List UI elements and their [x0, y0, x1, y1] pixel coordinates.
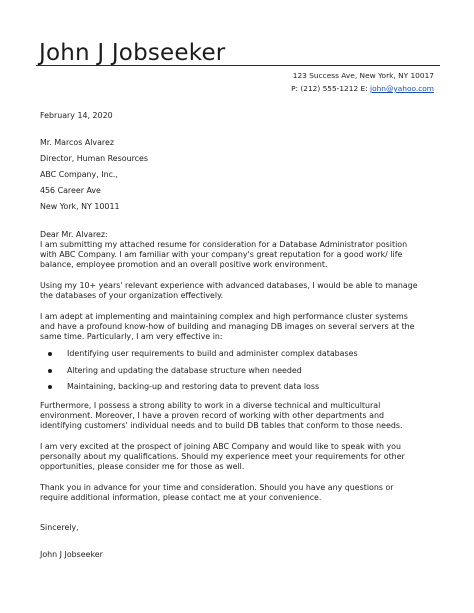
paragraph-line: same time. Particularly, I am very effective in: — [40, 332, 223, 341]
recipient-street: 456 Career Ave — [40, 186, 101, 195]
bullet-text: Altering and updating the database structure when needed — [67, 365, 302, 375]
header-rule — [36, 65, 440, 66]
salutation: Dear Mr. Alvarez: — [40, 230, 108, 239]
paragraph-line: opportunities, please consider me for those as well. — [40, 462, 245, 471]
recipient-name: Mr. Marcos Alvarez — [40, 138, 115, 147]
paragraph-line: I am adept at implementing and maintaining complex and high performance cluster systems — [40, 312, 408, 321]
sender-email-link[interactable]: john@yahoo.com — [370, 84, 434, 93]
recipient-city: New York, NY 10011 — [40, 202, 120, 211]
sender-contact-line — [291, 84, 434, 93]
bullet-text: Maintaining, backing-up and restoring data to prevent data loss — [67, 382, 320, 391]
sender-phone: P: (212) 555-1212 E: — [291, 84, 368, 93]
paragraph-line: and have a profound know-how of building and managing DB images on several servers at the — [40, 322, 415, 331]
bullet-text: Identifying user requirements to build and administer complex databases — [67, 349, 358, 358]
paragraph-line: Using my 10+ years' relevant experience with advanced databases, I would be able to manage — [40, 281, 418, 290]
bullet-icon — [48, 352, 52, 356]
bullet-icon — [48, 385, 52, 389]
paragraph-line: identifying customers' individual needs and to build DB tables that conform to those needs. — [40, 421, 403, 430]
paragraph-line: I am submitting my attached resume for consideration for a Database Administrator position — [40, 240, 408, 249]
signature-name: John J Jobseeker — [40, 550, 103, 559]
paragraph-line: personally about my qualifications. Should my experience meet your requirements for other — [40, 452, 405, 461]
paragraph-line: with ABC Company. I am familiar with your company's great reputation for a good work/ life — [40, 250, 403, 259]
paragraph-line: Thank you in advance for your time and consideration. Should you have any questions or — [40, 483, 394, 492]
letter-date: February 14, 2020 — [40, 111, 113, 120]
paragraph-line: Furthermore, I possess a strong ability to work in a diverse technical and multicultural — [40, 401, 381, 410]
closing: Sincerely, — [40, 523, 79, 532]
recipient-title: Director, Human Resources — [40, 154, 148, 163]
paragraph-line: require additional information, please contact me at your convenience. — [40, 493, 322, 502]
bullet-icon — [48, 369, 52, 373]
sender-name: John J Jobseeker — [39, 40, 226, 66]
paragraph-line: balance, employee promotion and an overall positive work environment. — [40, 260, 328, 269]
sender-address: 123 Success Ave, New York, NY 10017 — [292, 71, 434, 80]
paragraph-line: I am very excited at the prospect of joining ABC Company and would like to speak with you — [40, 442, 401, 451]
paragraph-line: the databases of your organization effectively. — [40, 291, 224, 300]
recipient-company: ABC Company, Inc., — [40, 170, 118, 179]
paragraph-line: environment. Moreover, I have a proven record of working with other departments and — [40, 411, 384, 420]
